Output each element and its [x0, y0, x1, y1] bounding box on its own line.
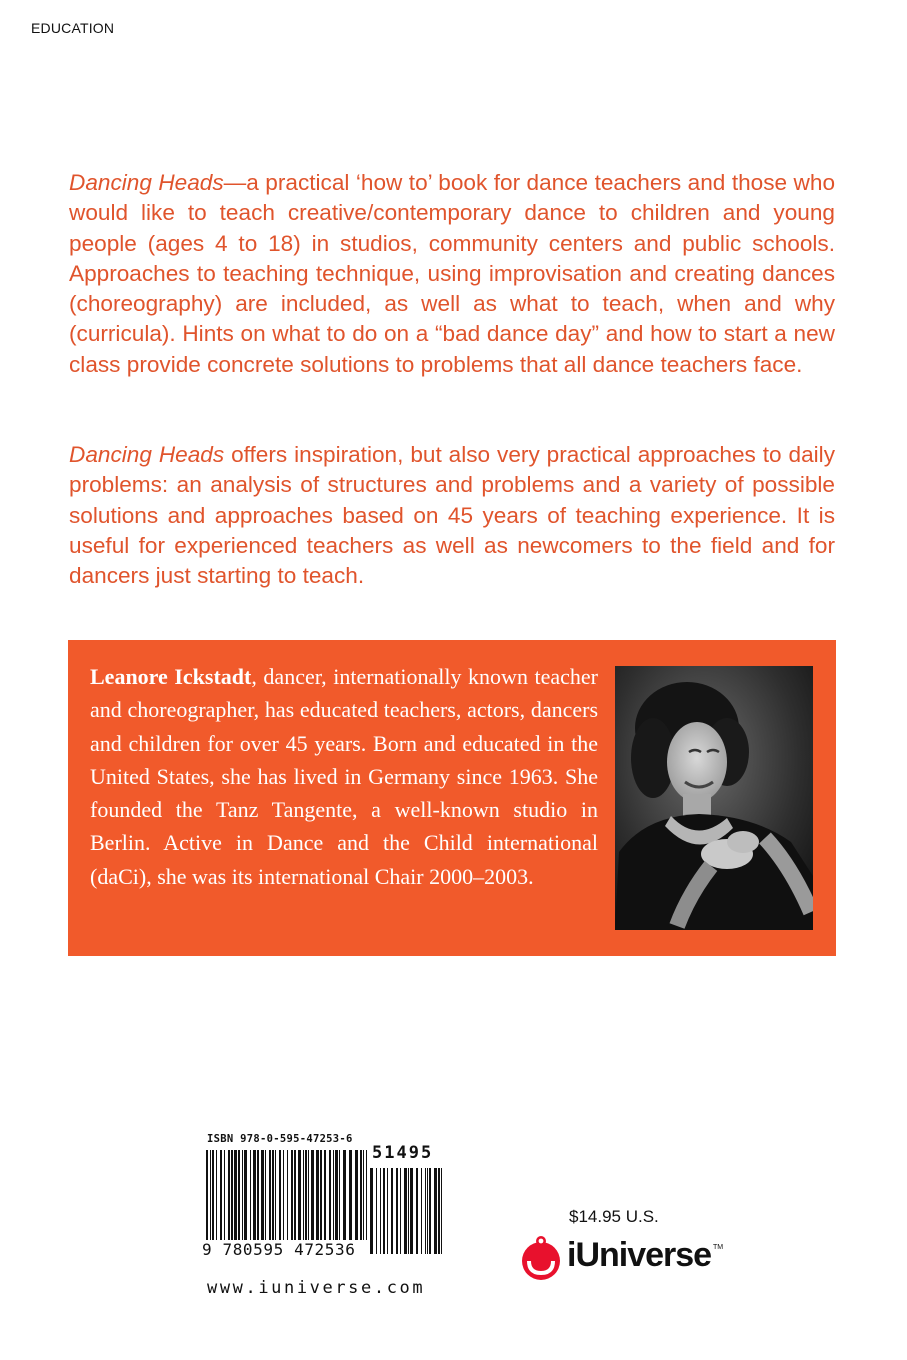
book-title: Dancing Heads — [69, 442, 225, 467]
blurb-paragraph-2 — [69, 440, 835, 591]
isbn-label: ISBN 978-0-595-47253-6 — [207, 1133, 353, 1145]
author-bio-panel — [68, 640, 836, 956]
blurb-text-1: —a practical ‘how to’ book for dance teachers and those who would like to teach creative/contemporary dance to children and young people (ages 4 to 18) in studios, community centers and public schools. Approaches to teaching technique, using improvisation and creating dances (choreography) are included, as well as what to teach, when and why (curricula). Hints on what to do on a “bad dance day” and how to start a new class provide concrete solutions to problems that all dance teachers face. — [69, 170, 836, 377]
blurb-text-2: offers inspiration, but also very practical approaches to daily problems: an analysis of structures and problems and a variety of possible solutions and approaches based on 45 years of teaching experience. It is useful for experienced teachers as well as newcomers to the field and for dancers just starting to teach. — [69, 442, 836, 589]
author-photo — [615, 666, 813, 930]
blurb-paragraph-1 — [69, 168, 835, 380]
barcode-ean-digits: 9 780595 472536 — [200, 1240, 370, 1259]
barcode-price-code: 51495 — [372, 1143, 434, 1163]
trademark-mark: TM — [713, 1244, 724, 1251]
publisher-website: www.iuniverse.com — [207, 1278, 426, 1298]
author-bio-text: , dancer, internationally known teacher and choreographer, has educated teachers, actors, dancers and children for over 45 years. Born and educated in the United States, she has lived in Germany since 1963. She founded the Tanz Tangente, a well-known studio in Berlin. Active in Dance and the Child international (daCi), she was its international Chair 2000–2003. — [90, 664, 598, 889]
author-bio — [90, 660, 598, 893]
book-title: Dancing Heads — [69, 170, 224, 195]
publisher-logo-text: iUniverse — [567, 1236, 712, 1274]
category-label: EDUCATION — [31, 20, 115, 36]
author-name: Leanore Ickstadt — [90, 664, 252, 689]
book-price: $14.95 U.S. — [569, 1207, 659, 1226]
